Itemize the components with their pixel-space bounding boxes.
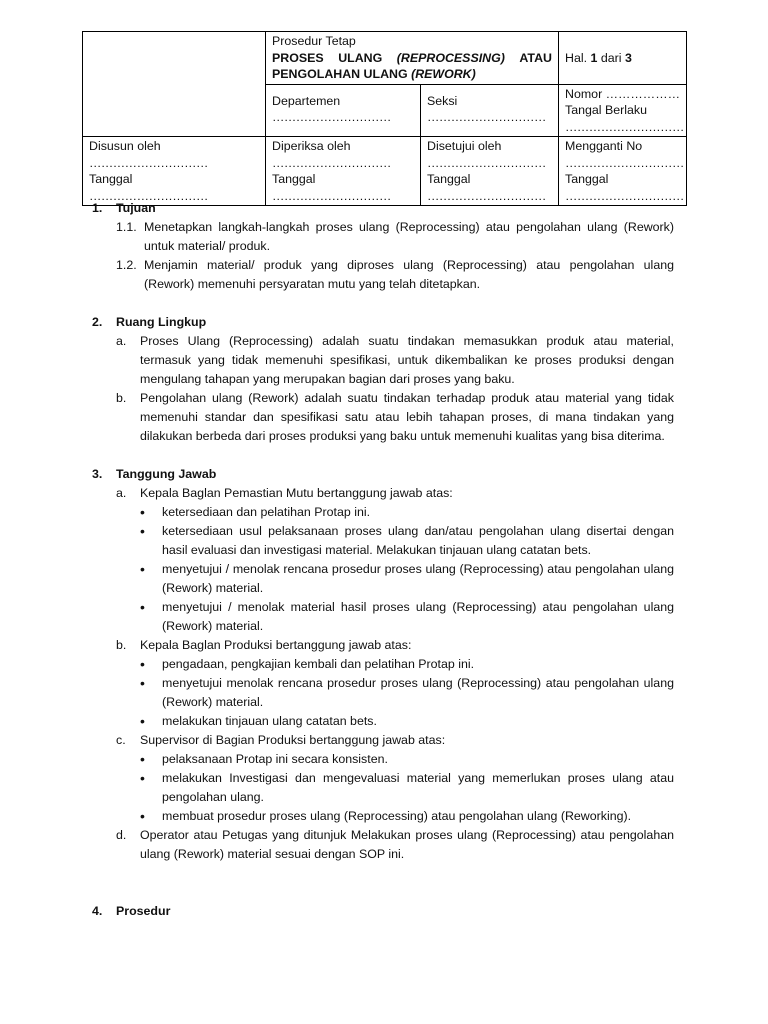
list-item: 1.1. Menetapkan langkah-langkah proses ulang (Reprocessing) atau pengolahan ulang (Rework) untuk material/ produk.	[116, 220, 674, 253]
list-item: b. Pengolahan ulang (Rework) adalah suatu tindakan terhadap produk atau material yang tidak memenuhi standar dan spesifikasi satu atau lebih tahapan proses, di mana tindakan yang dilakukan berbeda dari proses produksi yang baku untuk memenuhi kualitas yang bisa diterima.	[116, 391, 674, 443]
bullet-item: • pengadaan, pengkajian kembali dan pelatihan Protap ini.	[140, 656, 475, 672]
disusun-cell: Disusun oleh ………………………… Tanggal …………………………	[83, 137, 266, 206]
section-title-ruang-lingkup: 2. Ruang Lingkup	[92, 315, 207, 329]
title-line-1: PROSES ULANG (REPROCESSING) ATAU	[272, 50, 552, 65]
bullet-item: • ketersediaan usul pelaksanaan proses ulang dan/atau pengolahan ulang disertai dengan hasil evaluasi dan investigasi material. Melakukan tinjauan ulang catatan bets.	[140, 522, 674, 560]
list-item: 1.2. Menjamin material/ produk yang diproses ulang (Reprocessing) atau pengolahan ulang (Rework) memenuhi persyaratan mutu yang telah ditetapkan.	[116, 258, 674, 291]
document-body	[92, 199, 674, 921]
bullet-icon: •	[140, 751, 145, 767]
page-number-cell: Hal. 1 dari 3	[559, 32, 687, 85]
list-item: a. Kepala Baglan Pemastian Mutu bertanggung jawab atas:	[116, 486, 453, 500]
section-title-prosedur: 4. Prosedur	[92, 904, 171, 918]
bullet-icon: •	[140, 656, 145, 672]
bullet-item: • menyetujui / menolak rencana prosedur proses ulang (Reprocessing) atau pengolahan ulang (Rework) material.	[140, 560, 674, 598]
seksi-cell: Seksi …………………………	[421, 84, 559, 137]
bullet-icon: •	[140, 523, 145, 539]
list-item: c. Supervisor di Bagian Produksi bertanggung jawab atas:	[116, 733, 446, 747]
departemen-cell: Departemen …………………………	[266, 84, 421, 137]
sop-header-table	[82, 31, 687, 206]
bullet-icon: •	[140, 599, 145, 615]
bullet-item: • ketersediaan dan pelatihan Protap ini.	[140, 504, 371, 520]
bullet-icon: •	[140, 770, 145, 786]
list-item: a. Proses Ulang (Reprocessing) adalah suatu tindakan memasukkan produk atau material, termasuk yang tidak memenuhi spesifikasi, untuk dikembalikan ke proses produksi dengan mengulang tahapan yang merupakan bagian dari proses yang baku.	[116, 334, 674, 386]
prosedur-tetap-label: Prosedur Tetap	[272, 34, 356, 48]
bullet-icon: •	[140, 675, 145, 691]
bullet-icon: •	[140, 808, 145, 824]
bullet-item: • menyetujui / menolak material hasil proses ulang (Reprocessing) atau pengolahan ulang (Rework) material.	[140, 598, 674, 636]
diperiksa-cell: Diperiksa oleh ………………………… Tanggal …………………………	[266, 137, 421, 206]
bullet-icon: •	[140, 713, 145, 729]
section-title-tanggung-jawab: 3. Tanggung Jawab	[92, 467, 217, 481]
bullet-item: • membuat prosedur proses ulang (Reprocessing) atau pengolahan ulang (Reworking).	[140, 808, 632, 824]
bullet-item: • melakukan tinjauan ulang catatan bets.	[140, 713, 377, 729]
logo-cell	[83, 32, 266, 137]
bullet-item: • melakukan Investigasi dan mengevaluasi material yang memerlukan proses ulang atau pengolahan ulang.	[140, 769, 674, 807]
section-title-tujuan: 1. Tujuan	[92, 201, 156, 215]
title-cell	[266, 32, 559, 85]
nomor-cell: Nomor ……………… Tangal Berlaku …………………………	[559, 84, 687, 137]
bullet-icon: •	[140, 561, 145, 577]
disetujui-cell: Disetujui oleh ………………………… Tanggal …………………………	[421, 137, 559, 206]
list-item: d. Operator atau Petugas yang ditunjuk Melakukan proses ulang (Reprocessing) atau pengolahan ulang (Rework) material sesuai dengan SOP ini.	[116, 828, 674, 861]
list-item: b. Kepala Baglan Produksi bertanggung jawab atas:	[116, 638, 412, 652]
title-line-2: PENGOLAHAN ULANG (REWORK)	[272, 67, 476, 81]
bullet-icon: •	[140, 504, 145, 520]
bullet-item: • menyetujui menolak rencana prosedur proses ulang (Reprocessing) atau pengolahan ulang (Rework) material.	[140, 674, 674, 712]
mengganti-cell: Mengganti No ………………………… Tanggal …………………………	[559, 137, 687, 206]
bullet-item: • pelaksanaan Protap ini secara konsisten.	[140, 751, 388, 767]
